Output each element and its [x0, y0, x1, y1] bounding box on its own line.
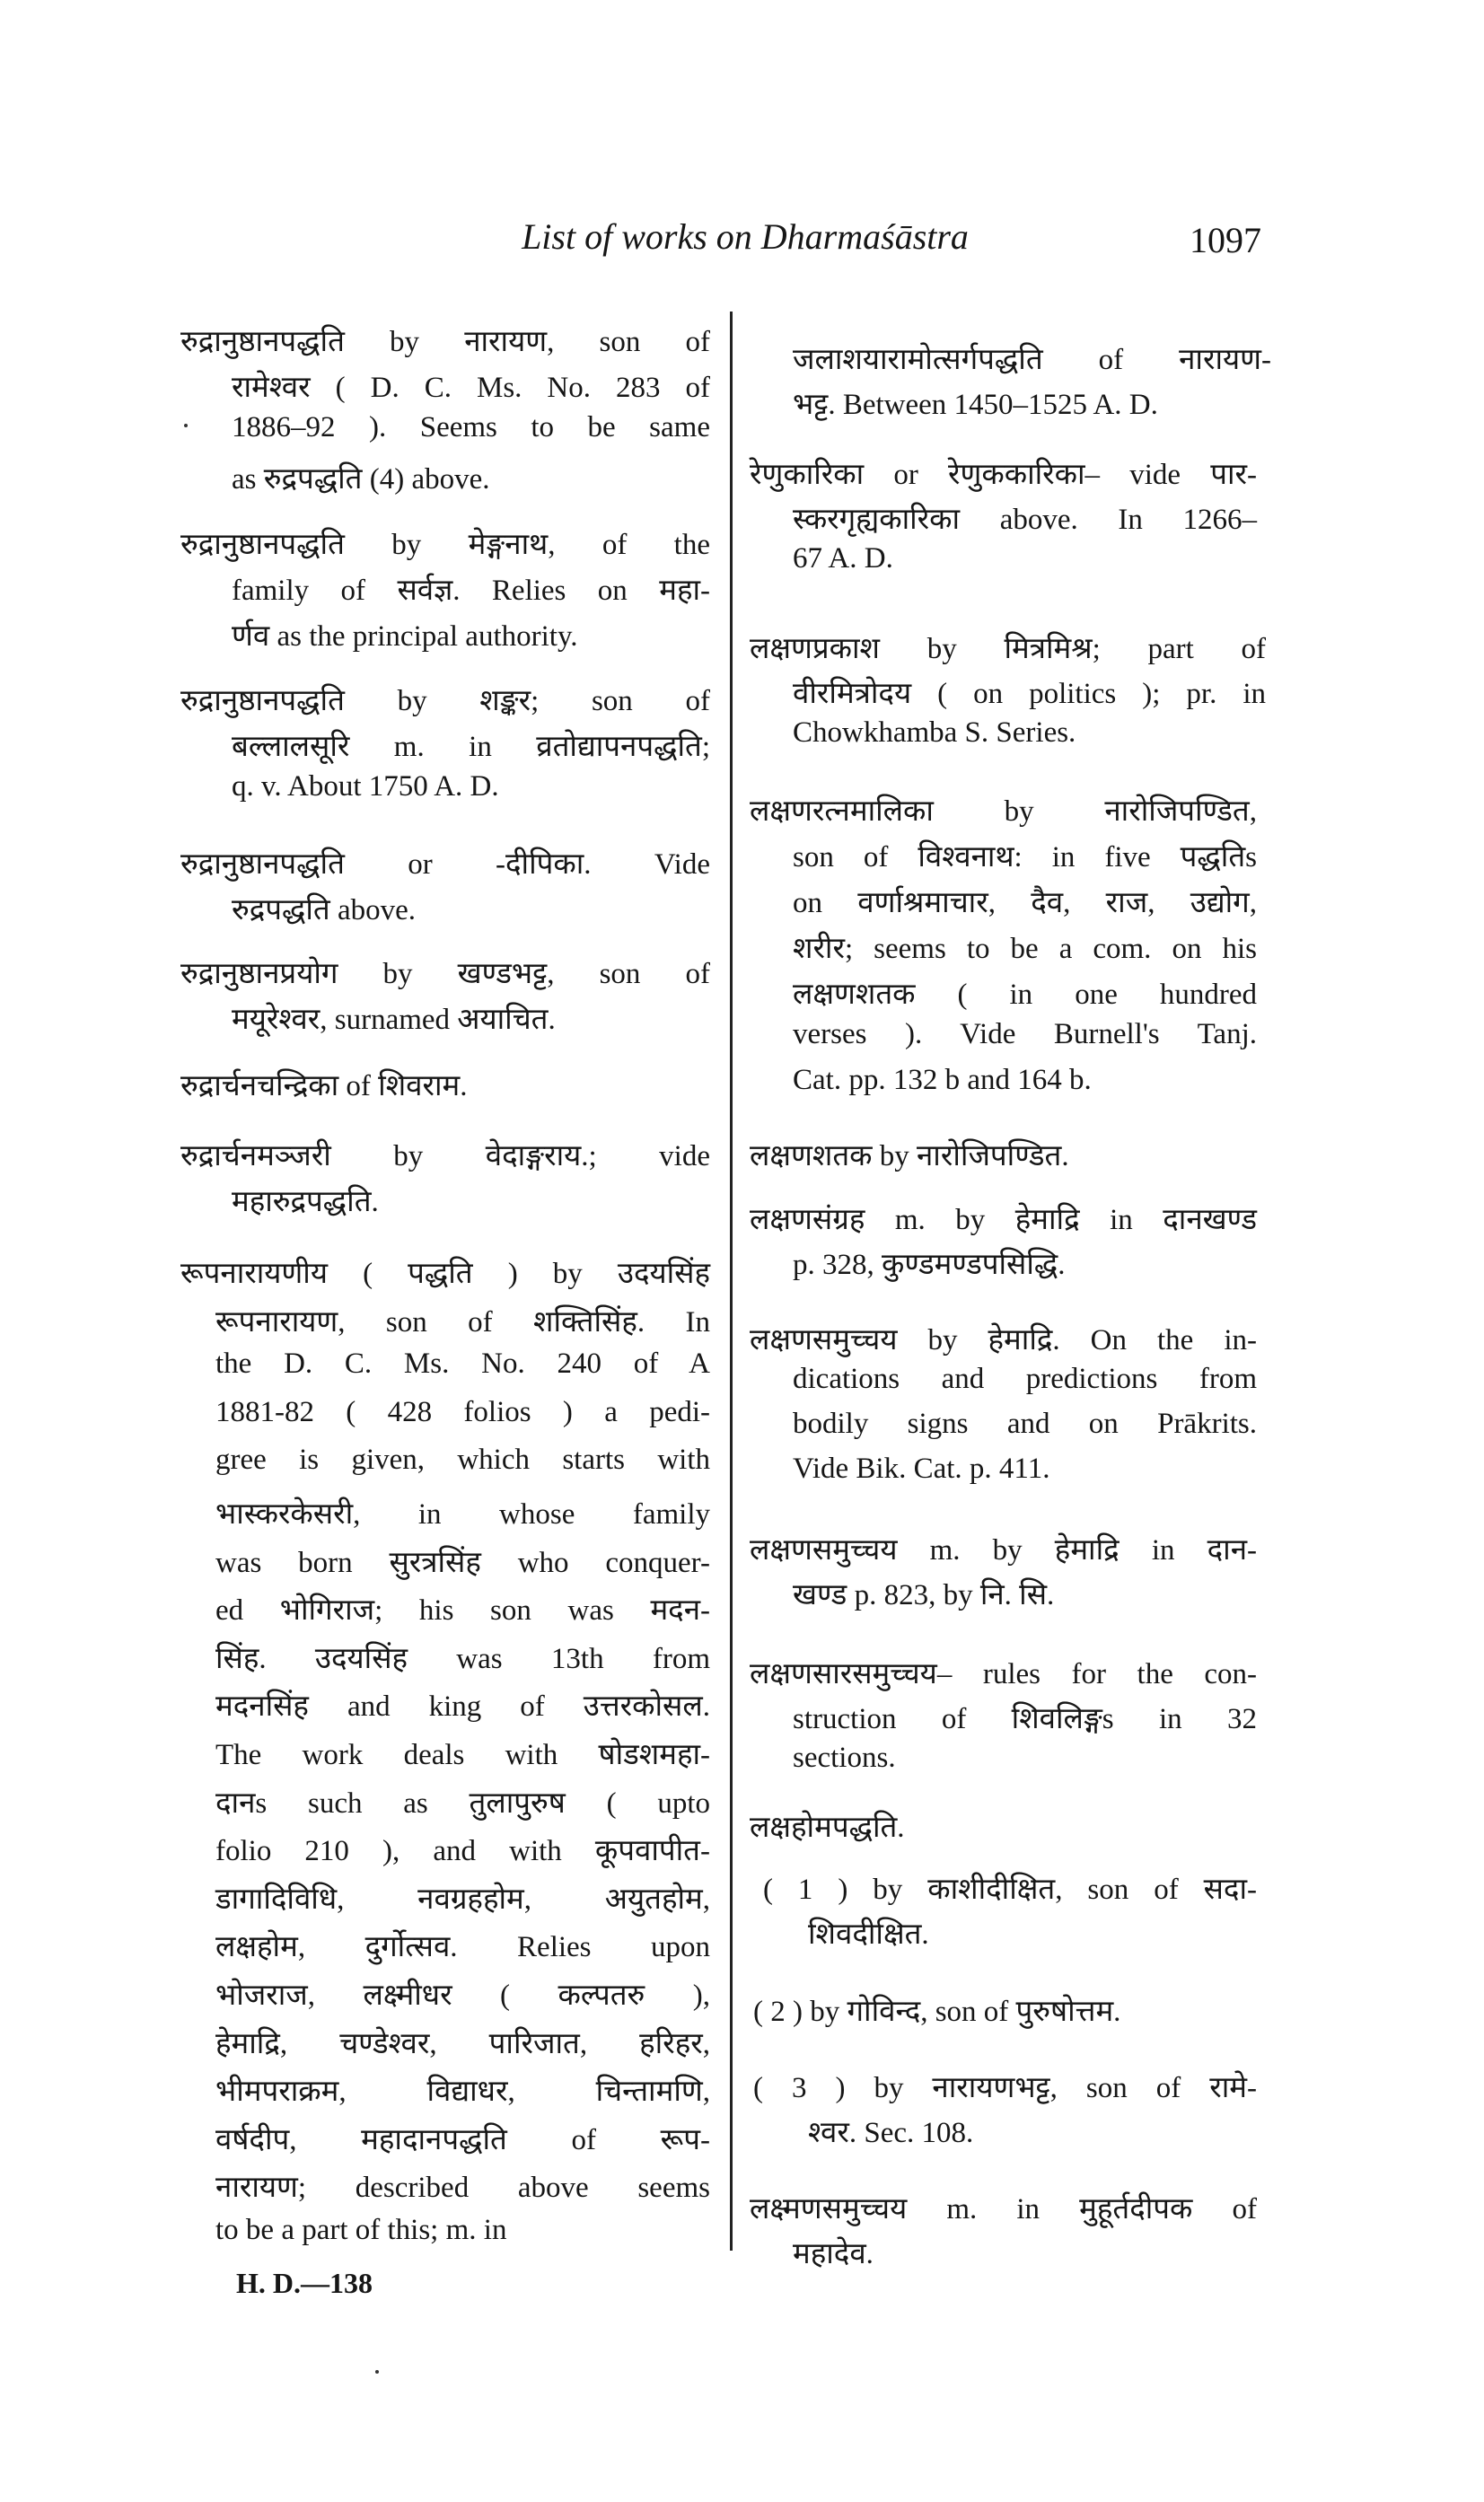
- entry-headword-line: लक्षणसमुच्चय m. by हेमाद्रि in दान-: [750, 1534, 1257, 1567]
- entry-text-line: Vide Bik. Cat. p. 411.: [793, 1453, 1050, 1485]
- entry-text-line: भीमपराक्रम, विद्याधर, चिन्तामणि,: [215, 2076, 710, 2109]
- entry-headword-line: लक्ष्मणसमुच्चय m. in मुहूर्तदीपक of: [750, 2193, 1257, 2225]
- entry-headword-line: लक्षणसमुच्चय by हेमाद्रि. On the in-: [750, 1324, 1257, 1356]
- entry-headword-line: रूपनारायणीय ( पद्धति ) by उदयसिंह: [180, 1258, 710, 1290]
- entry-text-line: डागादिविधि, नवग्रहहोम, अयुतहोम,: [215, 1883, 710, 1916]
- entry-text-line: 1886–92 ). Seems to be same: [232, 411, 710, 443]
- entry-text-line: स्करगृह्यकारिका above. In 1266–: [793, 504, 1257, 536]
- scan-speck: [375, 2370, 379, 2374]
- entry-text-line: महारुद्रपद्धति.: [232, 1186, 379, 1218]
- entry-text-line: the D. C. Ms. No. 240 of A: [215, 1348, 710, 1381]
- entry-text-line: लक्षणशतक ( in one hundred: [793, 979, 1257, 1011]
- entry-headword-line: रुद्रानुष्ठानपद्धति by नारायण, son of: [180, 326, 710, 358]
- entry-text-line: दानs such as तुलापुरुष ( upto: [215, 1787, 710, 1820]
- entry-headword-line: लक्षहोमपद्धति.: [750, 1812, 905, 1844]
- entry-text-line: भट्ट. Between 1450–1525 A. D.: [793, 389, 1158, 421]
- entry-text-line: श्वर. Sec. 108.: [808, 2117, 974, 2149]
- entry-text-line: 67 A. D.: [793, 542, 893, 575]
- entry-headword-line: रुद्रार्चनमञ्जरी by वेदाङ्गराय.; vide: [180, 1140, 710, 1172]
- entry-headword-line: रुद्रानुष्ठानपद्धति by मेङ्गनाथ, of the: [180, 529, 710, 561]
- entry-text-line: son of विश्वनाथ: in five पद्धतिs: [793, 841, 1257, 874]
- entry-text-line: struction of शिवलिङ्गs in 32: [793, 1703, 1257, 1735]
- signature-mark: H. D.—138: [236, 2267, 373, 2299]
- entry-headword-line: लक्षणसंग्रह m. by हेमाद्रि in दानखण्ड: [750, 1204, 1257, 1236]
- entry-text-line: भोजराज, लक्ष्मीधर ( कल्पतरु ),: [215, 1980, 710, 2012]
- entry-text-line: वीरमित्रोदय ( on politics ); pr. in: [793, 678, 1266, 710]
- entry-text-line: शरीर; seems to be a com. on his: [793, 933, 1257, 965]
- entry-headword-line: लक्षणसारसमुच्चय– rules for the con-: [750, 1658, 1257, 1690]
- entry-text-line: ed भोगिराज; his son was मदन-: [215, 1594, 710, 1628]
- entry-text-line: शिवदीक्षित.: [808, 1918, 929, 1951]
- entry-headword-line: लक्षणशतक by नारोजिपण्डित.: [750, 1140, 1069, 1172]
- entry-text-line: रामेश्वर ( D. C. Ms. No. 283 of: [232, 372, 710, 404]
- entry-text-line: भास्करकेसरी, in whose family: [215, 1498, 710, 1531]
- entry-headword-line: रुद्रानुष्ठानपद्धति or -दीपिका. Vide: [180, 848, 710, 881]
- entry-text-line: सिंह. उदयसिंह was 13th from: [215, 1642, 710, 1675]
- page-number: 1097: [1190, 220, 1261, 260]
- entry-text-line: q. v. About 1750 A. D.: [232, 770, 499, 803]
- entry-headword-line: जलाशयारामोत्सर्गपद्धति of नारायण-: [793, 344, 1271, 376]
- entry-headword-line: रुद्रार्चनचन्द्रिका of शिवराम.: [180, 1070, 468, 1102]
- entry-text-line: Cat. pp. 132 b and 164 b.: [793, 1064, 1092, 1096]
- entry-text-line: रुद्रपद्धति above.: [232, 894, 417, 926]
- entry-text-line: रूपनारायण, son of शक्तिसिंह. In: [215, 1305, 710, 1339]
- entry-text-line: folio 210 ), and with कूपवापीत-: [215, 1835, 710, 1868]
- entry-headword-line: रुद्रानुष्ठानप्रयोग by खण्डभट्ट, son of: [180, 958, 710, 990]
- entry-text-line: as रुद्रपद्धति (4) above.: [232, 463, 490, 496]
- entry-headword-line: ( 2 ) by गोविन्द, son of पुरुषोत्तम.: [753, 1996, 1121, 2028]
- entry-text-line: on वर्णाश्रमाचार, दैव, राज, उद्योग,: [793, 887, 1257, 919]
- entry-text-line: लक्षहोम, दुर्गोत्सव. Relies upon: [215, 1931, 710, 1964]
- entry-text-line: महादेव.: [793, 2238, 874, 2270]
- entry-text-line: The work deals with षोडशमहा-: [215, 1739, 710, 1771]
- entry-headword-line: रेणुकारिका or रेणुककारिका– vide पार-: [750, 459, 1257, 491]
- entry-text-line: was born सुरत्रसिंह who conquer-: [215, 1546, 710, 1579]
- entry-text-line: मयूरेश्वर, surnamed अयाचित.: [232, 1004, 556, 1036]
- column-divider: [730, 312, 733, 2251]
- entry-headword-line: लक्षणरत्नमालिका by नारोजिपण्डित,: [750, 795, 1257, 828]
- entry-headword-line: ( 3 ) by नारायणभट्ट, son of रामे-: [753, 2072, 1257, 2104]
- entry-text-line: bodily signs and on Prākrits.: [793, 1408, 1257, 1440]
- entry-text-line: वर्षदीप, महादानपद्धति of रूप-: [215, 2123, 710, 2156]
- entry-text-line: sections.: [793, 1742, 896, 1774]
- entry-text-line: dications and predictions from: [793, 1363, 1257, 1395]
- entry-headword-line: रुद्रानुष्ठानपद्धति by शङ्कर; son of: [180, 685, 710, 717]
- entry-text-line: बल्लालसूरि m. in व्रतोद्यापनपद्धति;: [232, 731, 710, 763]
- entry-text-line: verses ). Vide Burnell's Tanj.: [793, 1018, 1257, 1050]
- entry-text-line: family of सर्वज्ञ. Relies on महा-: [232, 575, 710, 607]
- entry-text-line: नारायण; described above seems: [215, 2172, 710, 2205]
- entry-text-line: खण्ड p. 823, by नि. सि.: [793, 1579, 1055, 1611]
- scan-speck: [184, 424, 188, 427]
- entry-text-line: र्णव as the principal authority.: [232, 620, 578, 653]
- entry-text-line: हेमाद्रि, चण्डेश्वर, पारिजात, हरिहर,: [215, 2027, 710, 2060]
- entry-text-line: to be a part of this; m. in: [215, 2214, 507, 2246]
- entry-text-line: Chowkhamba S. Series.: [793, 716, 1076, 749]
- running-header-title: List of works on Dharmaśāstra: [522, 216, 969, 257]
- entry-text-line: 1881-82 ( 428 folios ) a pedi-: [215, 1395, 710, 1428]
- entry-headword-line: ( 1 ) by काशीदीक्षित, son of सदा-: [763, 1874, 1257, 1906]
- entry-text-line: मदनसिंह and king of उत्तरकोसल.: [215, 1690, 710, 1724]
- entry-text-line: gree is given, which starts with: [215, 1444, 710, 1477]
- entry-text-line: p. 328, कुण्डमण्डपसिद्धि.: [793, 1249, 1066, 1281]
- entry-headword-line: लक्षणप्रकाश by मित्रमिश्र; part of: [750, 633, 1266, 665]
